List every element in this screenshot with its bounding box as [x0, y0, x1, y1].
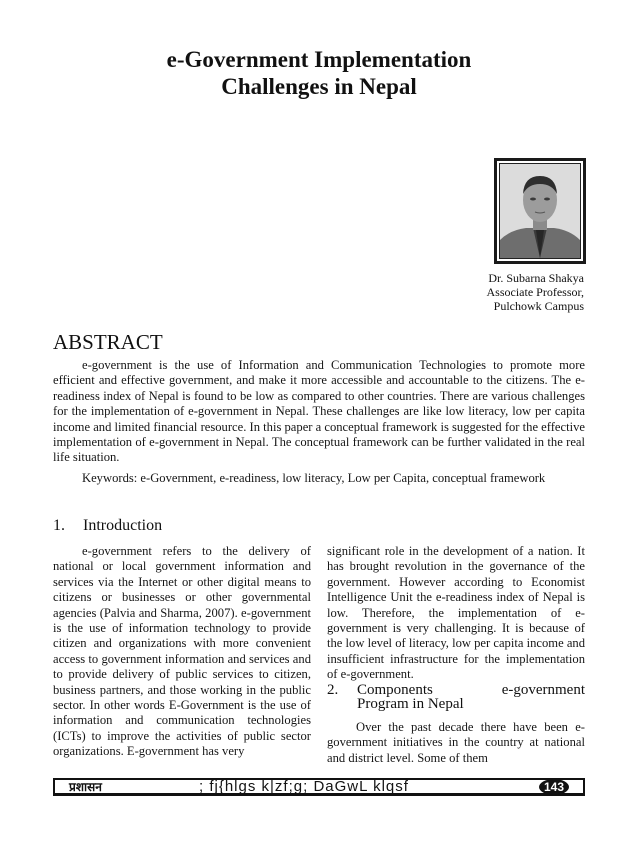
section-1-title: Introduction [83, 517, 163, 534]
section-2-body [327, 720, 585, 766]
section-2-text: Over the past decade there have been e-government initiatives in the country at national and district level. Some of them [327, 720, 585, 765]
author-name: Dr. Subarna Shakya [488, 271, 584, 285]
author-affiliation: Pulchowk Campus [493, 299, 584, 313]
author-photo [494, 158, 586, 264]
author-position: Associate Professor, [486, 285, 584, 299]
section-2-number: 2. [327, 682, 339, 698]
section-1-heading [53, 517, 162, 535]
journal-name: प्रशासन [69, 780, 102, 794]
intro-column-2 [327, 544, 585, 683]
section-2-heading [327, 683, 585, 711]
portrait-image [500, 164, 580, 258]
intro-column-1 [53, 544, 311, 760]
title-line-2: Challenges in Nepal [221, 74, 417, 99]
section-2-title-word-1: Components [357, 682, 433, 698]
keywords-text: Keywords: e-Government, e-readiness, low literacy, Low per Capita, conceptual framework [82, 471, 546, 485]
author-info [487, 271, 585, 313]
title-line-1: e-Government Implementation [166, 47, 472, 72]
section-2-title-line-2: Program in Nepal [357, 696, 464, 712]
journal-subtitle: ; fj{hlgs k|zf;g; DaGwL klqsf [199, 778, 409, 795]
author-portrait [499, 163, 581, 259]
abstract-heading: ABSTRACT [53, 330, 163, 354]
page-footer [53, 778, 585, 796]
section-2-title-word-2: e-government [501, 682, 585, 698]
abstract-body [53, 358, 585, 466]
abstract-text: e-government is the use of Information and Communication Technologies to promote more efficient and effective government, and make it more accessible and accountable to the citizens. The e-readiness index of Nepal is found to be low as compared to other countries. There are various challenges for the implementation of e-government in Nepal. These challenges are like low literacy, low per capita income and limited financial resource. In this paper a conceptual framework is suggested for the effective implementation of e-government in Nepal. The conceptual framework can be further validated in the real life situation. [53, 358, 585, 465]
paper-title [0, 46, 638, 100]
section-1-number: 1. [53, 517, 65, 534]
intro-column-2-text: significant role in the development of a nation. It has brought revolution in the governance of the government. However according to Economist Intelligence Unit the e-readiness index of Nepal is low. Therefore, the implementation of e-government is very challenging. It is because of the low level of literacy, low per capita income and insufficient infrastructure for the implementation of e-government. [327, 544, 585, 682]
intro-column-1-text: e-government refers to the delivery of national or local government information and services via the Internet or other digital means to citizens or businesses or other governmental agencies (Palvia and Sharma, 2007). e-government is the use of information technology to provide citizen and organizations with more convenient access to government information and services and to provide delivery of public services to citizen, business partners, and those working in the public sector. In other words E-Government is the use of information and communication technologies (ICTs) to improve the activities of public sector organizations. E-government has very [53, 544, 311, 759]
page-number: 143 [539, 779, 569, 795]
keywords [53, 471, 585, 486]
